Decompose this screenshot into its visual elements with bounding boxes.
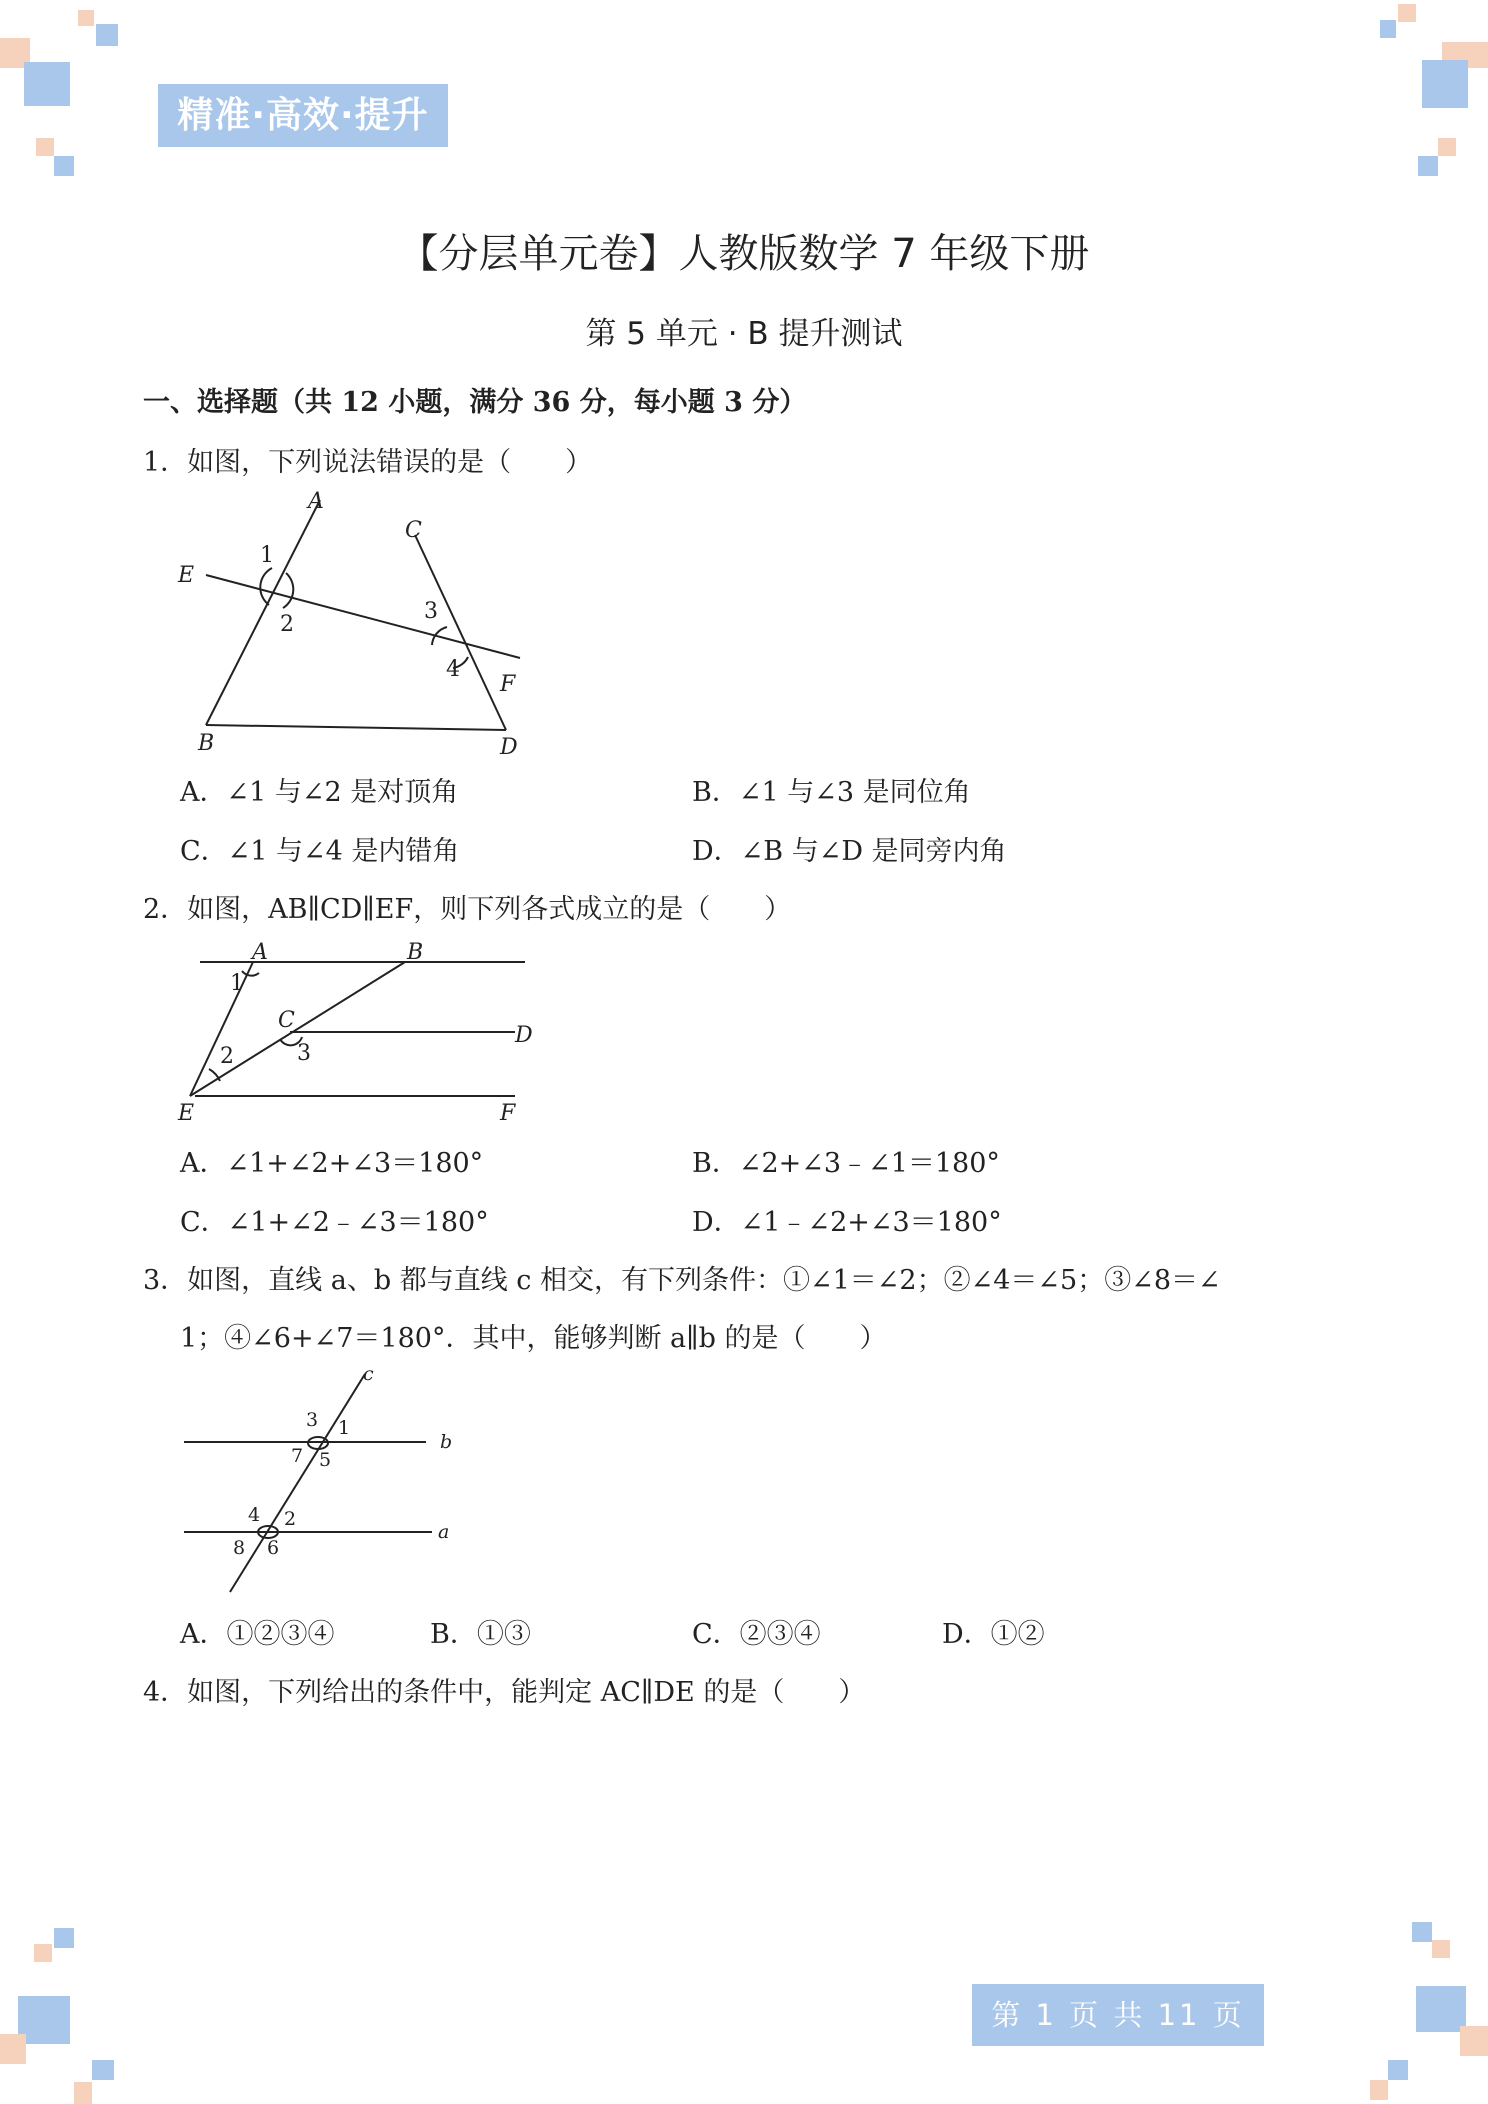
figure-label: 2 [220,1044,234,1069]
corner-square [1432,1940,1450,1958]
corner-square [36,138,54,156]
figure-label: 4 [248,1504,261,1526]
figure-label: 1 [260,543,274,568]
figure-label: 1 [230,971,244,996]
figure-label: C [278,1008,295,1033]
question-3-option-d: D．①② [942,1619,1045,1650]
corner-square [1418,156,1438,176]
figure-label: a [438,1521,450,1543]
question-3-stem-cont: 1；④∠6+∠7＝180°．其中，能够判断 a∥b 的是（ ） [180,1323,887,1354]
question-2-option-a: A．∠1+∠2+∠3＝180° [180,1148,484,1179]
page-title: 【分层单元卷】人教版数学 7 年级下册 [398,231,1090,277]
figure-label: c [363,1363,374,1385]
figure-label: D [515,1023,533,1048]
corner-square [0,2034,26,2064]
question-2-option-d: D．∠1﹣∠2+∠3＝180° [692,1207,1002,1238]
figure-label: E [178,1101,195,1126]
corner-square [54,156,74,176]
question-3-option-b: B．①③ [430,1619,531,1650]
figure-label: B [198,731,215,756]
figure-label: 5 [319,1449,332,1471]
question-1-stem: 1．如图，下列说法错误的是（ ） [143,447,593,478]
corner-square [1370,2080,1388,2100]
figure-label: E [178,563,195,588]
corner-square [1412,1922,1432,1942]
corner-square [54,1928,74,1948]
corner-square [1388,2060,1408,2080]
corner-square [74,2082,92,2104]
question-4-stem: 4．如图，下列给出的条件中，能判定 AC∥DE 的是（ ） [143,1677,866,1708]
corner-square [1422,60,1468,108]
question-1-option-b: B．∠1 与∠3 是同位角 [692,777,971,808]
figure-label: 2 [280,612,294,637]
figure-label: b [440,1431,453,1453]
corner-square [34,1944,52,1962]
question-1-option-d: D．∠B 与∠D 是同旁内角 [692,836,1007,867]
figure-label: F [500,1101,516,1126]
figure-label: 2 [284,1508,297,1530]
figure-label: 7 [291,1445,304,1467]
figure-label: D [500,735,518,760]
page-subtitle: 第 5 单元 · B 提升测试 [585,316,903,352]
figure-label: 1 [338,1417,351,1439]
question-3-figure [170,1362,470,1602]
corner-square [96,24,118,46]
corner-square [1416,1986,1466,2032]
question-1-option-c: C．∠1 与∠4 是内错角 [180,836,460,867]
figure-label: 3 [424,599,438,624]
corner-square [1438,138,1456,156]
question-1-figure [170,485,540,765]
corner-square [1380,20,1396,38]
question-3-option-a: A．①②③④ [180,1619,335,1650]
corner-square [92,2060,114,2080]
corner-square [1398,4,1416,22]
corner-square [1460,2026,1488,2056]
figure-label: C [405,518,422,543]
header-banner: 精准·高效·提升 [158,84,448,147]
corner-square [24,62,70,106]
question-2-stem: 2．如图，AB∥CD∥EF，则下列各式成立的是（ ） [143,894,792,925]
section-heading: 一、选择题（共 12 小题，满分 36 分，每小题 3 分） [143,387,807,418]
question-3-option-c: C．②③④ [692,1619,821,1650]
figure-label: A [252,940,268,965]
page-number-footer: 第 1 页 共 11 页 [972,1984,1264,2046]
question-2-figure [170,933,550,1133]
figure-label: 6 [267,1537,280,1559]
figure-label: F [500,672,516,697]
corner-square [78,10,94,26]
question-2-option-b: B．∠2+∠3﹣∠1＝180° [692,1148,1000,1179]
figure-label: 3 [306,1409,319,1431]
question-2-option-c: C．∠1+∠2﹣∠3＝180° [180,1207,489,1238]
question-3-stem: 3．如图，直线 a、b 都与直线 c 相交，有下列条件：①∠1＝∠2；②∠4＝∠5；③∠8＝∠ [143,1265,1221,1296]
figure-label: 3 [297,1041,311,1066]
figure-label: 4 [446,657,460,682]
figure-label: 8 [233,1537,246,1559]
figure-label: A [308,489,324,514]
figure-label: B [407,940,424,965]
question-1-option-a: A．∠1 与∠2 是对顶角 [180,777,459,808]
